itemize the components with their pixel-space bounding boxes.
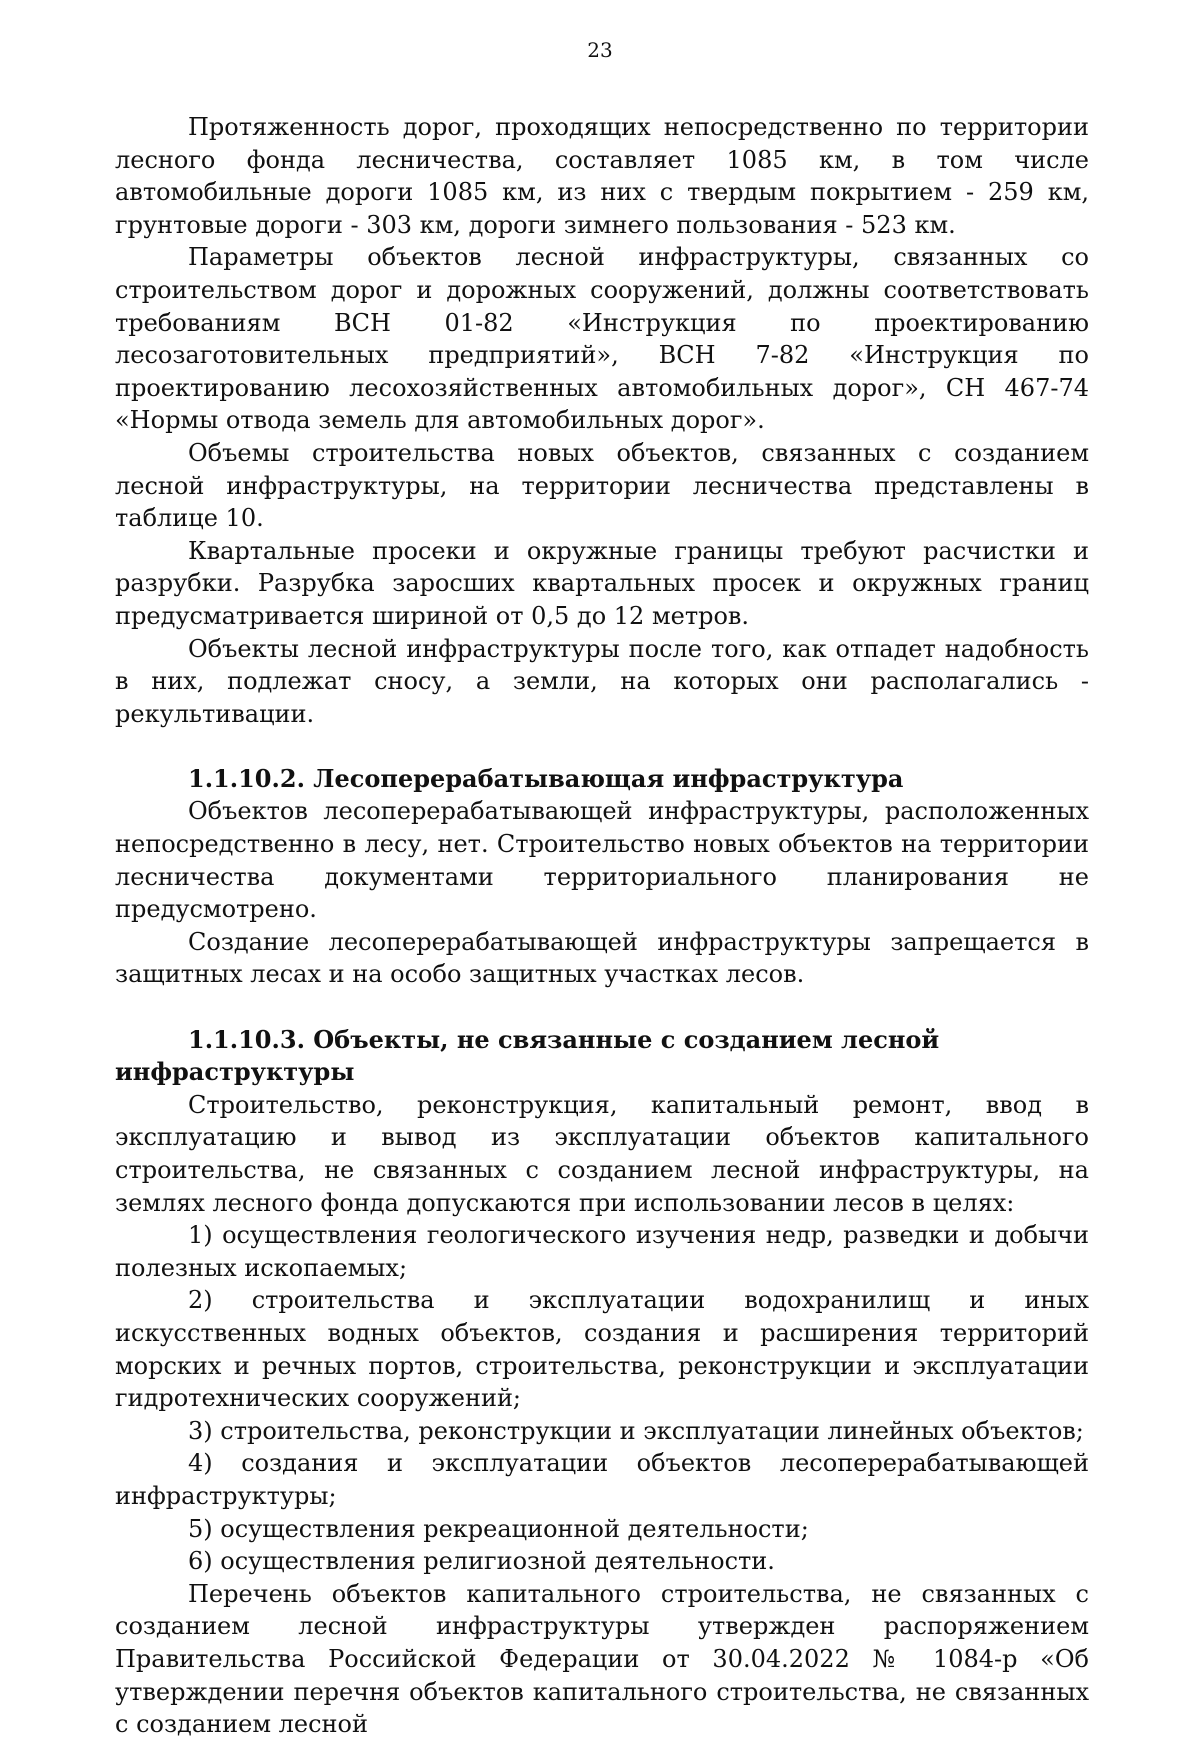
paragraph-no-wood-processing-objects: Объектов лесоперерабатывающей инфраструктуры, расположенных непосредственно в лесу, нет. Строительство новых объектов на территории лесничества документами территориального планирования не предусмотрено.	[115, 797, 1089, 924]
list-item: 6) осуществления религиозной деятельности.	[188, 1547, 775, 1576]
section-heading-wood-processing: 1.1.10.2. Лесоперерабатывающая инфраструктура	[188, 763, 904, 793]
paragraph-wood-processing-prohibited: Создание лесоперерабатывающей инфраструктуры запрещается в защитных лесах и на особо защитных участках лесов.	[115, 927, 1089, 989]
section-heading-non-forest-objects: 1.1.10.3. Объекты, не связанные с созданием лесной инфраструктуры	[115, 1024, 940, 1087]
list-item: 5) осуществления рекреационной деятельности;	[188, 1514, 809, 1543]
list-item: 2) строительства и эксплуатации водохранилищ и иных искусственных водных объектов, создания и расширения территорий морских и речных портов, строительства, реконструкции и эксплуатации гидротехнических сооружений;	[115, 1286, 1089, 1413]
paragraph-capital-construction: Строительство, реконструкция, капитальный ремонт, ввод в эксплуатацию и вывод из эксплуатации объектов капитального строительства, не связанных с созданием лесной инфраструктуры, на землях лесного фонда допускаются при использовании лесов в целях:	[115, 1090, 1089, 1217]
document-body	[115, 111, 1089, 1741]
paragraph-quarter-clearings: Квартальные просеки и окружные границы требуют расчистки и разрубки. Разрубка заросших квартальных просек и окружных границ предусматривается шириной от 0,5 до 12 метров.	[115, 536, 1089, 630]
page-number: 23	[587, 38, 613, 62]
paragraph-demolition: Объекты лесной инфраструктуры после того, как отпадет надобность в них, подлежат сносу, а земли, на которых они располагались - рекультивации.	[115, 634, 1089, 728]
list-item: 3) строительства, реконструкции и эксплуатации линейных объектов;	[188, 1416, 1084, 1445]
list-item: 1) осуществления геологического изучения недр, разведки и добычи полезных ископаемых;	[115, 1221, 1089, 1282]
paragraph-infrastructure-parameters: Параметры объектов лесной инфраструктуры, связанных со строительством дорог и дорожных сооружений, должны соответствовать требованиям ВСН 01-82 «Инструкция по проектированию лесозаготовительных предприятий», ВСН 7-82 «Инструкция по проектированию лесохозяйственных автомобильных дорог», СН 467-74 «Нормы отвода земель для автомобильных дорог».	[115, 243, 1089, 435]
paragraph-road-length: Протяженность дорог, проходящих непосредственно по территории лесного фонда лесничества, составляет 1085 км, в том числе автомобильные дороги 1085 км, из них с твердым покрытием - 259 км, грунтовые дороги - 303 км, дороги зимнего пользования - 523 км.	[115, 113, 1089, 239]
paragraph-construction-volumes: Объемы строительства новых объектов, связанных с созданием лесной инфраструктуры, на территории лесничества представлены в таблице 10.	[115, 438, 1089, 533]
paragraph-government-order: Перечень объектов капитального строительства, не связанных с созданием лесной инфраструктуры утвержден распоряжением Правительства Российской Федерации от 30.04.2022 № 1084-р «Об утверждении перечня объектов капитального строительства, не связанных с созданием лесной	[115, 1579, 1089, 1739]
list-item: 4) создания и эксплуатации объектов лесоперерабатывающей инфраструктуры;	[115, 1449, 1089, 1510]
